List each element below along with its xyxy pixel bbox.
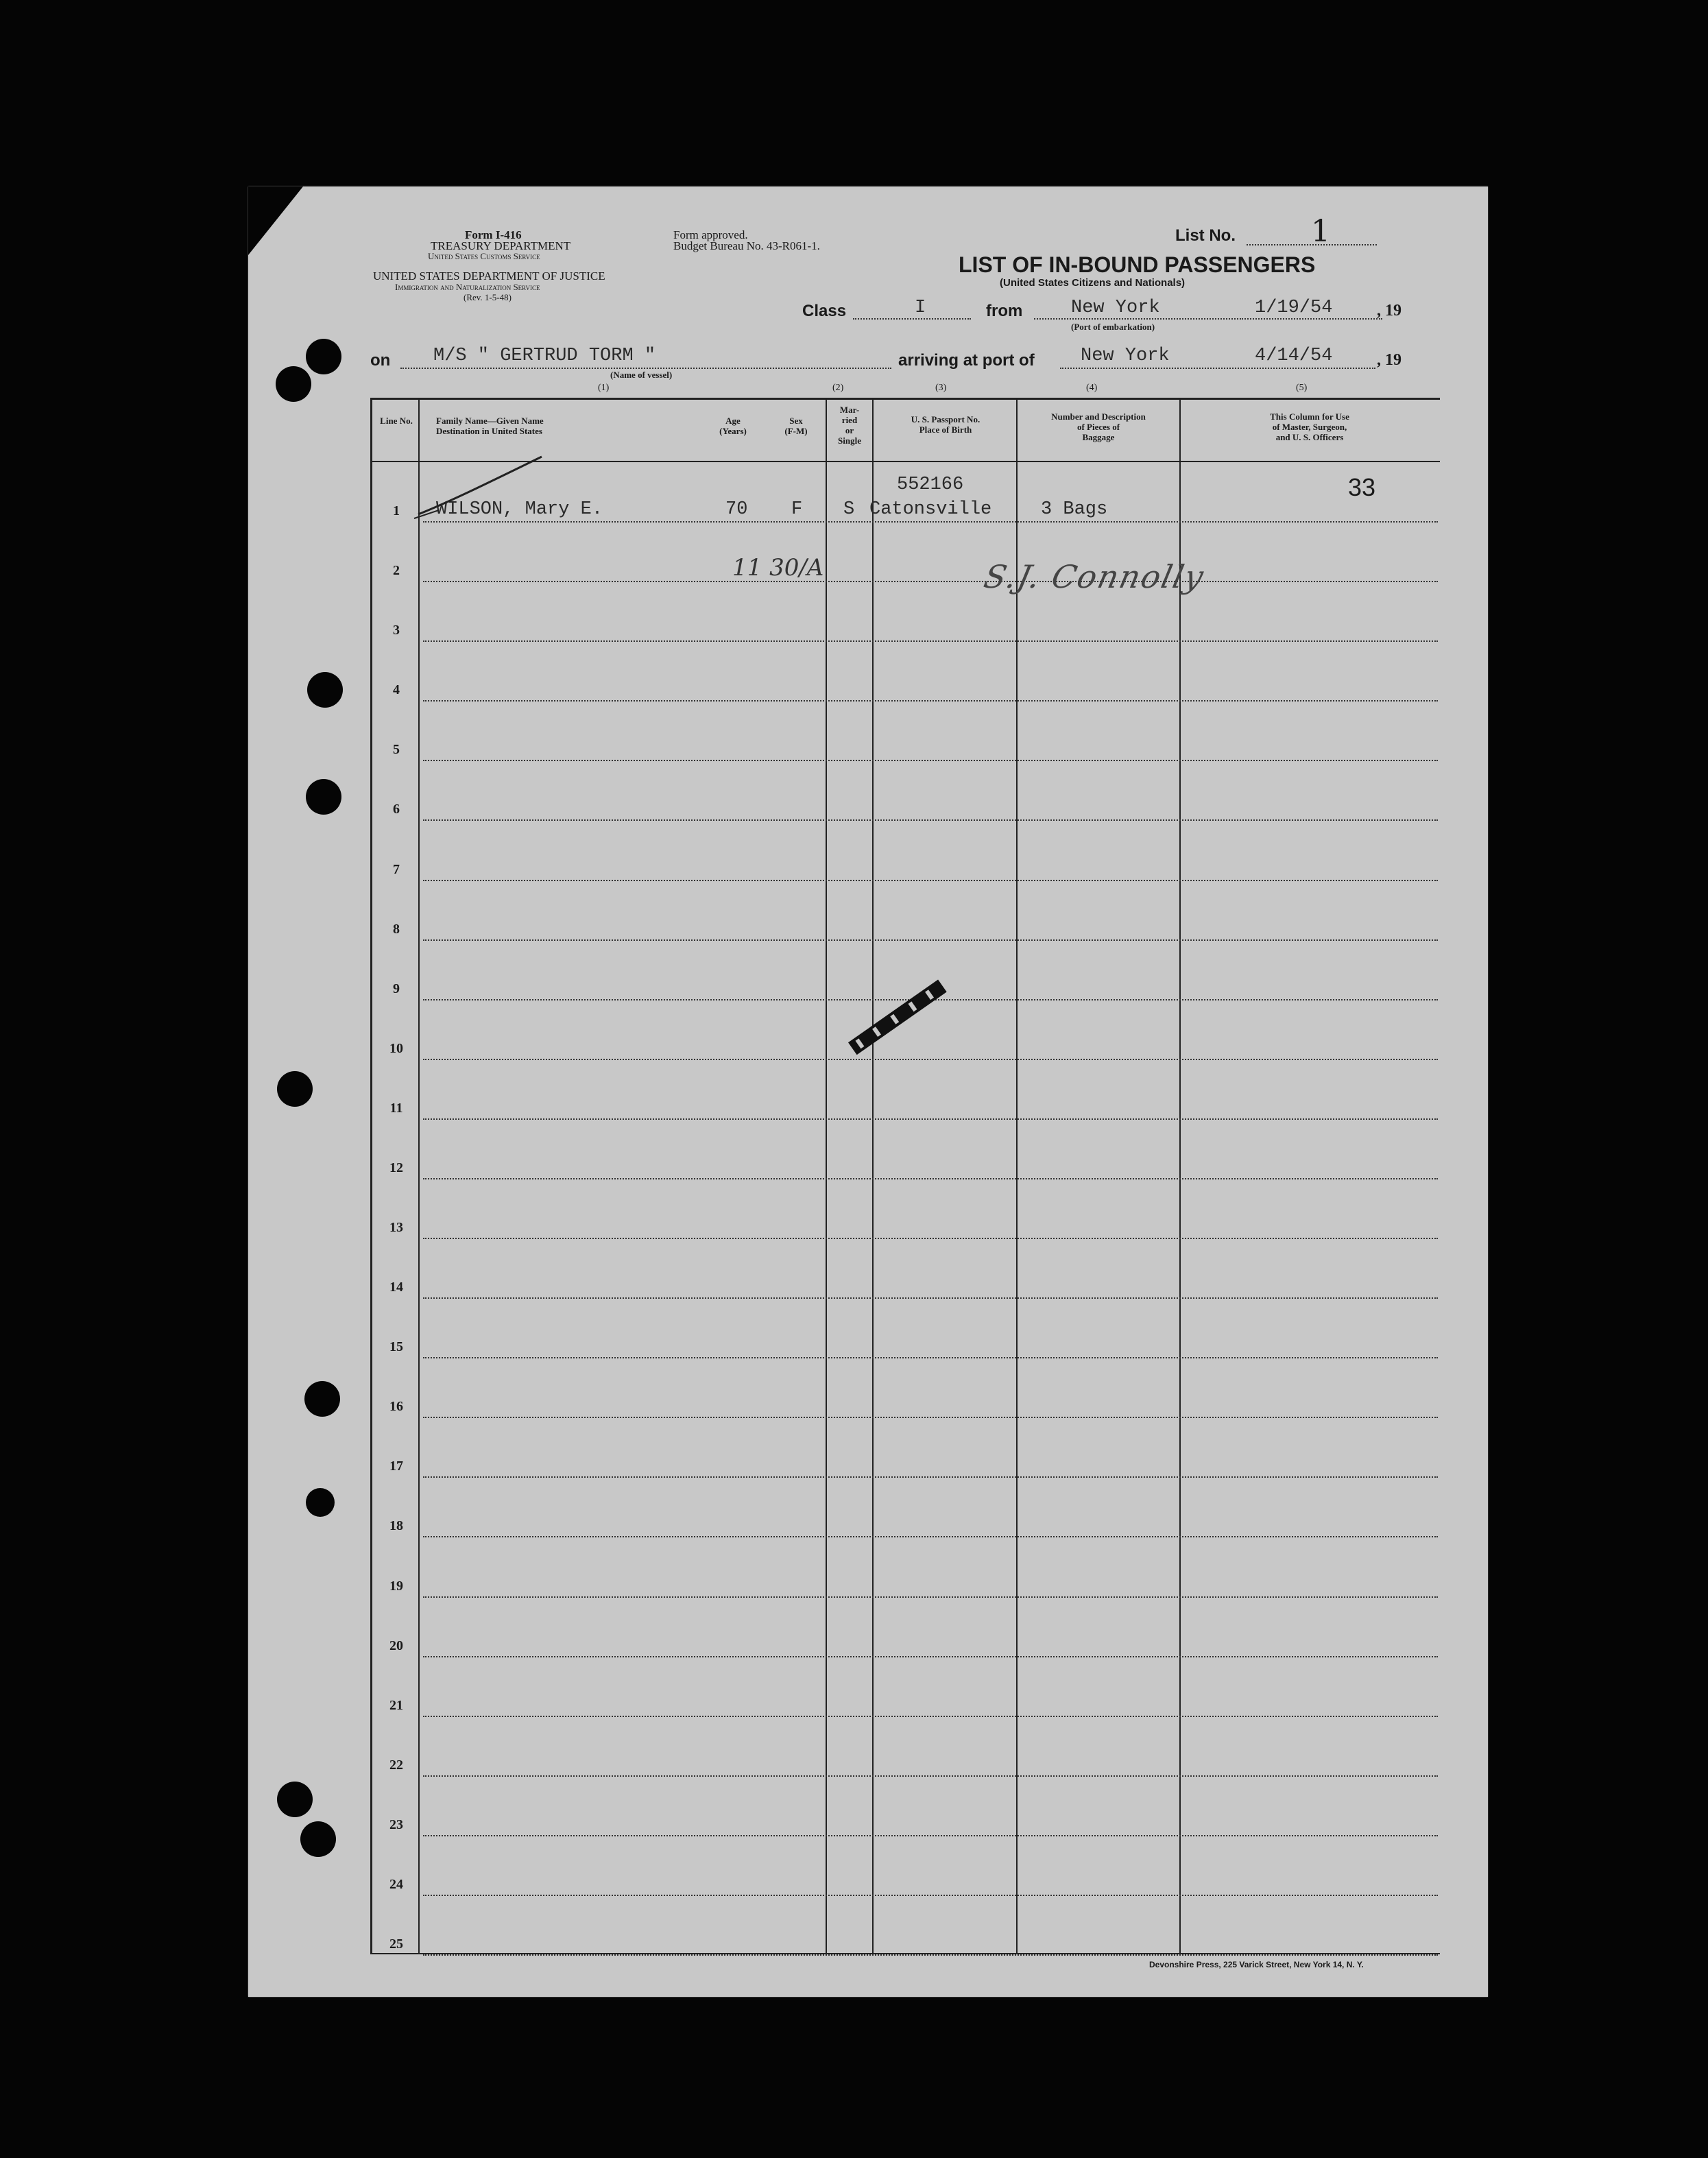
row-line <box>423 581 1438 582</box>
passenger-name: WILSON, Mary E. <box>436 499 603 520</box>
form-number: Form I-416 <box>465 228 522 241</box>
row-number: 9 <box>393 981 400 996</box>
from-line <box>1034 318 1238 320</box>
passport-number: 552166 <box>897 475 964 495</box>
row-line <box>423 1178 1438 1179</box>
passenger-status: S <box>843 499 855 520</box>
table-married-col-left <box>826 398 827 1954</box>
punch-hole <box>277 1782 313 1817</box>
row-line <box>423 1895 1438 1896</box>
header-baggage: Number and Description of Pieces of Baggage <box>1051 411 1146 442</box>
row-line <box>423 760 1438 761</box>
row-line <box>423 1417 1438 1418</box>
row-line <box>423 1596 1438 1598</box>
passenger-sex: F <box>791 499 803 520</box>
table-top-border <box>370 398 1440 400</box>
row-number: 5 <box>393 742 400 757</box>
row-number: 22 <box>389 1758 403 1773</box>
row-number: 6 <box>393 802 400 817</box>
arriving-line <box>1060 368 1375 369</box>
punch-hole <box>300 1821 336 1857</box>
header-sex: Sex (F-M) <box>784 416 808 436</box>
checkmark-scribble <box>411 453 549 528</box>
row-number: 12 <box>389 1160 403 1175</box>
year-label-1: , 19 <box>1377 302 1402 320</box>
treasury-department: TREASURY DEPARTMENT <box>431 239 571 252</box>
form-revision: (Rev. 1-5-48) <box>464 292 512 302</box>
header-line-no: Line No. <box>380 416 413 426</box>
header-married: Mar- ried or Single <box>838 405 861 446</box>
punch-hole <box>306 1488 335 1517</box>
table-baggage-col-right <box>1179 398 1181 1954</box>
row-number: 1 <box>393 503 400 518</box>
row-number: 4 <box>393 682 400 697</box>
form-approved: Form approved. <box>673 228 748 241</box>
justice-department: UNITED STATES DEPARTMENT OF JUSTICE <box>373 269 605 283</box>
arriving-port: New York <box>1081 346 1170 366</box>
punch-hole <box>277 1071 313 1107</box>
row-line <box>423 640 1438 642</box>
date-from-line <box>1240 318 1382 320</box>
column-number-5: (5) <box>1296 383 1308 393</box>
row-line <box>423 880 1438 881</box>
row-number: 17 <box>389 1459 403 1474</box>
header-age: Age (Years) <box>719 416 747 436</box>
punch-hole <box>276 366 311 402</box>
row-number: 21 <box>389 1698 403 1713</box>
officer-signature: S.J. Connolly <box>981 558 1208 595</box>
page-subtitle: (United States Citizens and Nationals) <box>1000 277 1186 289</box>
column-number-4: (4) <box>1086 383 1098 393</box>
row-number: 19 <box>389 1579 403 1594</box>
column-number-3: (3) <box>935 383 947 393</box>
class-line <box>853 318 971 320</box>
vessel-line <box>400 368 891 369</box>
row-line <box>423 1238 1438 1239</box>
row-line <box>423 521 1438 523</box>
vessel-name: M/S " GERTRUD TORM " <box>433 346 656 366</box>
row-line <box>423 1118 1438 1120</box>
row-number: 15 <box>389 1339 403 1354</box>
row-number: 20 <box>389 1638 403 1653</box>
header-passport: U. S. Passport No. Place of Birth <box>911 414 981 435</box>
row-line <box>423 1536 1438 1537</box>
budget-bureau: Budget Bureau No. 43-R061-1. <box>673 239 820 252</box>
time-annotation: 11 30/A <box>732 554 824 582</box>
year-label-2: , 19 <box>1377 351 1402 369</box>
from-value: New York <box>1071 298 1160 318</box>
row-number: 24 <box>389 1877 403 1892</box>
row-number: 10 <box>389 1041 403 1056</box>
row-number: 14 <box>389 1280 403 1295</box>
vessel-name-label: (Name of vessel) <box>610 370 673 380</box>
row-line <box>423 700 1438 702</box>
row-line <box>423 1954 1438 1956</box>
row-number: 3 <box>393 623 400 638</box>
row-line <box>423 939 1438 941</box>
row-number: 7 <box>393 862 400 877</box>
table-left-border <box>370 398 372 1954</box>
place-of-birth: Catonsville <box>869 499 992 520</box>
header-officers: This Column for Use of Master, Surgeon, and U. S. Officers <box>1270 411 1349 442</box>
row-line <box>423 1297 1438 1299</box>
date-from-value: 1/19/54 <box>1255 298 1333 318</box>
immigration-service: Immigration and Naturalization Service <box>395 282 540 292</box>
row-line <box>423 1357 1438 1358</box>
row-number: 16 <box>389 1399 403 1414</box>
arrival-date: 4/14/54 <box>1255 346 1333 366</box>
table-baggage-col-left <box>1016 398 1018 1954</box>
row-number: 18 <box>389 1518 403 1533</box>
arriving-label: arriving at port of <box>898 351 1035 370</box>
column-number-2: (2) <box>832 383 844 393</box>
punch-hole <box>306 339 341 374</box>
row-line <box>423 1775 1438 1777</box>
torn-corner <box>248 187 303 255</box>
from-label: from <box>986 302 1023 320</box>
row-line <box>423 1716 1438 1717</box>
port-embarkation-label: (Port of embarkation) <box>1071 322 1155 332</box>
officer-note: 33 <box>1348 473 1376 501</box>
printer-credit: Devonshire Press, 225 Varick Street, New York 14, N. Y. <box>1149 1960 1364 1969</box>
passenger-age: 70 <box>725 499 748 520</box>
row-line <box>423 819 1438 821</box>
row-number: 23 <box>389 1817 403 1832</box>
class-value: I <box>915 298 926 318</box>
row-line <box>423 1656 1438 1657</box>
page-title: LIST OF IN-BOUND PASSENGERS <box>959 252 1316 277</box>
class-label: Class <box>802 302 847 320</box>
header-name: Family Name—Given Name Destination in United States <box>436 416 544 436</box>
customs-service: United States Customs Service <box>428 251 540 261</box>
punch-hole <box>304 1381 340 1417</box>
row-line <box>423 1835 1438 1836</box>
row-number: 13 <box>389 1220 403 1235</box>
row-number: 2 <box>393 563 400 578</box>
row-number: 8 <box>393 922 400 937</box>
stamp-mark <box>830 967 967 1070</box>
row-number: 25 <box>389 1937 403 1952</box>
list-number-value: 1 <box>1311 214 1330 249</box>
column-number-1: (1) <box>598 383 610 393</box>
punch-hole <box>307 672 343 708</box>
on-label: on <box>370 351 391 370</box>
baggage-description: 3 Bags <box>1041 499 1108 520</box>
row-line <box>423 1476 1438 1478</box>
table-line-col-border <box>418 398 420 1954</box>
table-married-col-right <box>872 398 874 1954</box>
punch-hole <box>306 779 341 815</box>
row-number: 11 <box>389 1101 403 1116</box>
list-number-label: List No. <box>1175 226 1236 245</box>
